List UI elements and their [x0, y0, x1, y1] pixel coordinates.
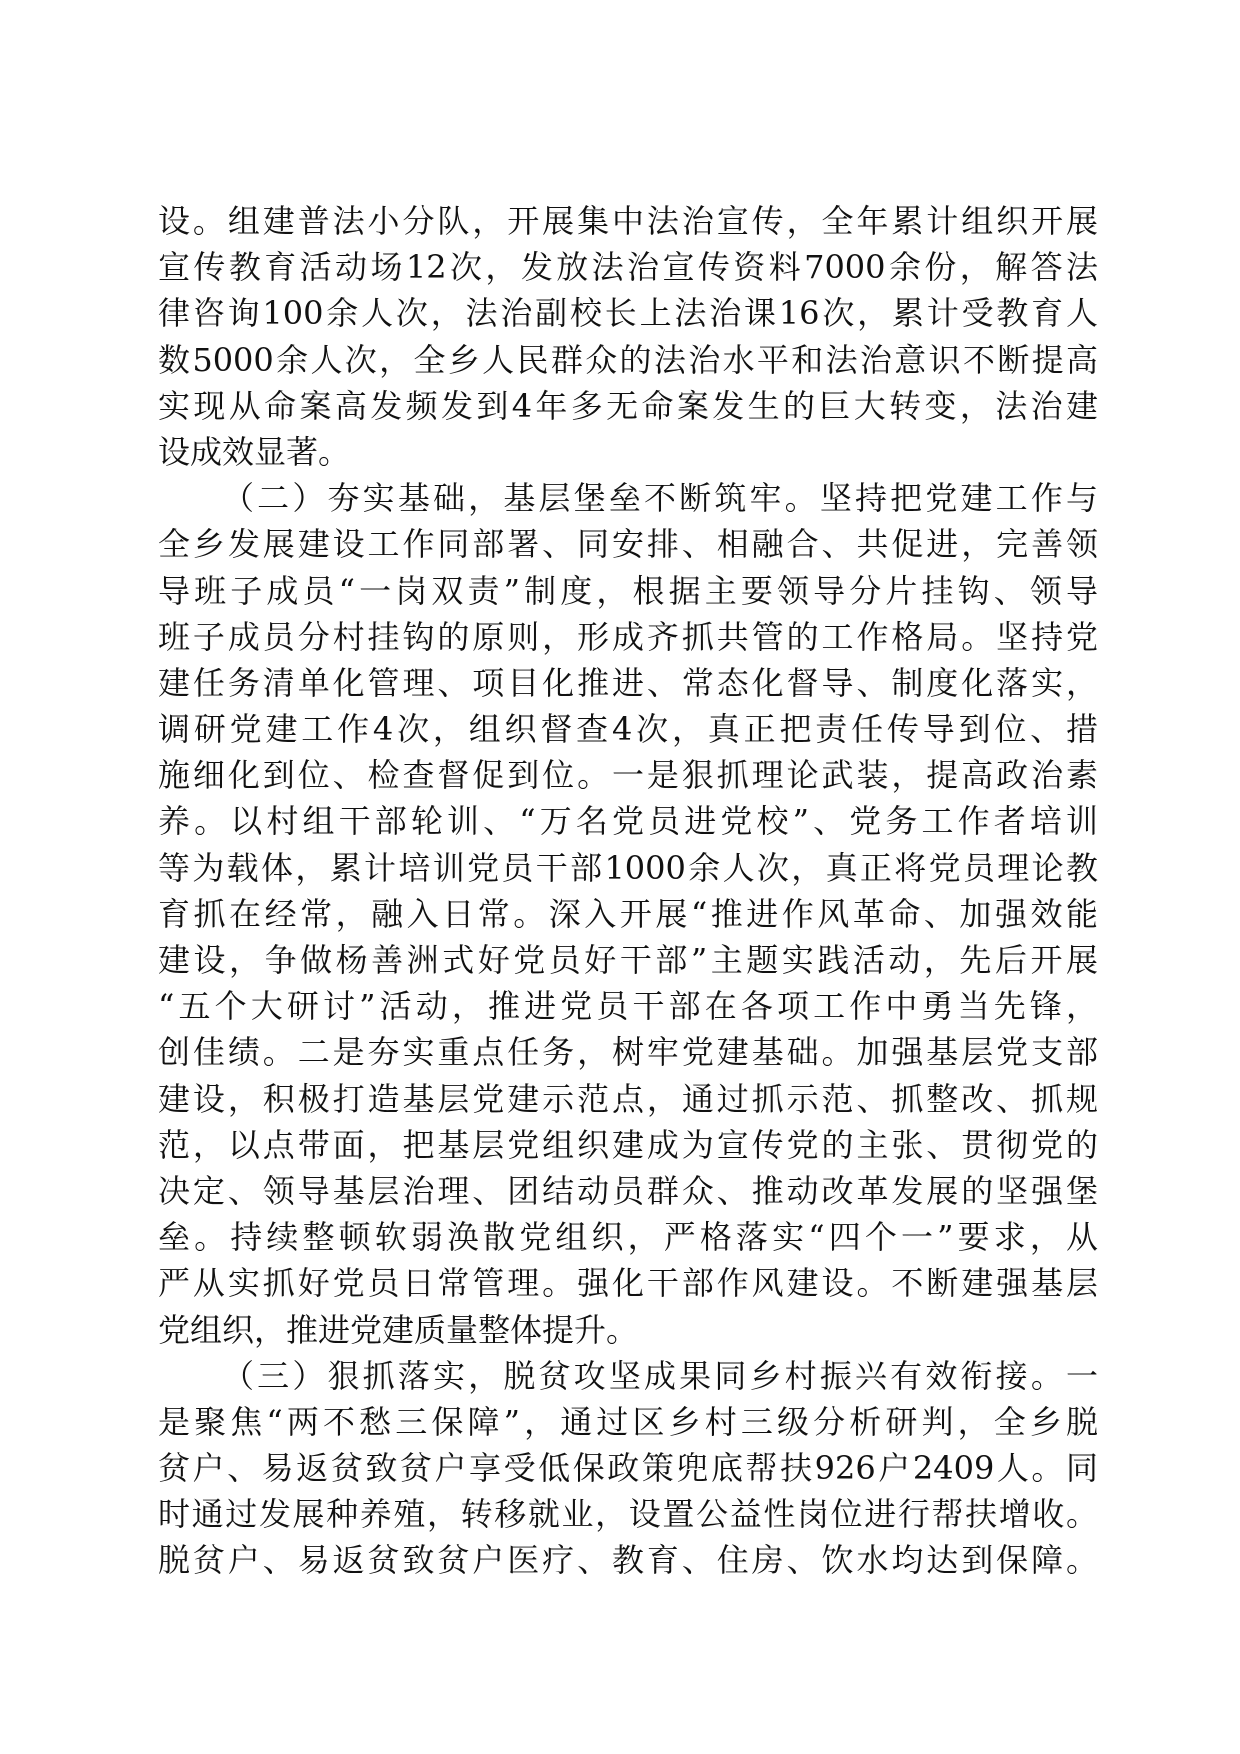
text-line: 是聚焦“两不愁三保障”，通过区乡村三级分析研判，全乡脱: [158, 1402, 1098, 1441]
paragraph-1: [158, 198, 1098, 475]
text-line: 决定、领导基层治理、团结动员群众、推动改革发展的坚强堡: [158, 1171, 1098, 1210]
text-line: 贫户、易返贫致贫户享受低保政策兜底帮扶926户2409人。同: [158, 1449, 1098, 1488]
text-line: 等为载体，累计培训党员干部1000余人次，真正将党员理论教: [158, 848, 1098, 887]
text-line: 施细化到位、检查督促到位。一是狠抓理论武装，提高政治素: [158, 756, 1098, 795]
text-line: 调研党建工作4次，组织督查4次，真正把责任传导到位、措: [158, 710, 1098, 749]
document-body: [158, 198, 1098, 1584]
text-line: 垒。持续整顿软弱涣散党组织，严格落实“四个一”要求，从: [158, 1218, 1098, 1257]
section-heading-line: （三）狠抓落实，脱贫攻坚成果同乡村振兴有效衔接。一: [222, 1356, 1098, 1395]
section-heading-line: （二）夯实基础，基层堡垒不断筑牢。坚持把党建工作与: [222, 479, 1098, 518]
text-line: 范，以点带面，把基层党组织建成为宣传党的主张、贯彻党的: [158, 1125, 1098, 1164]
text-line: 党组织，推进党建质量整体提升。: [158, 1310, 639, 1349]
text-line: 全乡发展建设工作同部署、同安排、相融合、共促进，完善领: [158, 525, 1098, 564]
text-line: 实现从命案高发频发到4年多无命案发生的巨大转变，法治建: [158, 386, 1098, 425]
text-line: 创佳绩。二是夯实重点任务，树牢党建基础。加强基层党支部: [158, 1033, 1098, 1072]
paragraph-2: [158, 475, 1098, 1353]
text-line: 育抓在经常，融入日常。深入开展“推进作风革命、加强效能: [158, 894, 1098, 933]
text-line: 脱贫户、易返贫致贫户医疗、教育、住房、饮水均达到保障。: [158, 1541, 1098, 1580]
text-line: 建任务清单化管理、项目化推进、常态化督导、制度化落实，: [158, 663, 1098, 702]
text-line: 律咨询100余人次，法治副校长上法治课16次，累计受教育人: [158, 294, 1098, 333]
text-line: 数5000余人次，全乡人民群众的法治水平和法治意识不断提高: [158, 340, 1098, 379]
text-line: 宣传教育活动场12次，发放法治宣传资料7000余份，解答法: [158, 248, 1098, 287]
text-line: 导班子成员“一岗双责”制度，根据主要领导分片挂钩、领导: [158, 571, 1098, 610]
text-line: 建设，争做杨善洲式好党员好干部”主题实践活动，先后开展: [158, 941, 1098, 979]
text-line: 严从实抓好党员日常管理。强化干部作风建设。不断建强基层: [158, 1264, 1098, 1303]
text-line: “五个大研讨”活动，推进党员干部在各项工作中勇当先锋，: [158, 987, 1098, 1026]
text-line: 设。组建普法小分队，开展集中法治宣传，全年累计组织开展: [158, 202, 1098, 240]
text-line: 时通过发展种养殖，转移就业，设置公益性岗位进行帮扶增收。: [158, 1495, 1098, 1534]
text-line: 班子成员分村挂钩的原则，形成齐抓共管的工作格局。坚持党: [158, 617, 1098, 656]
text-line: 建设，积极打造基层党建示范点，通过抓示范、抓整改、抓规: [158, 1079, 1098, 1118]
paragraph-3: [158, 1353, 1098, 1584]
text-line: 养。以村组干部轮训、“万名党员进党校”、党务工作者培训: [158, 802, 1098, 841]
text-line: 设成效显著。: [158, 432, 351, 471]
